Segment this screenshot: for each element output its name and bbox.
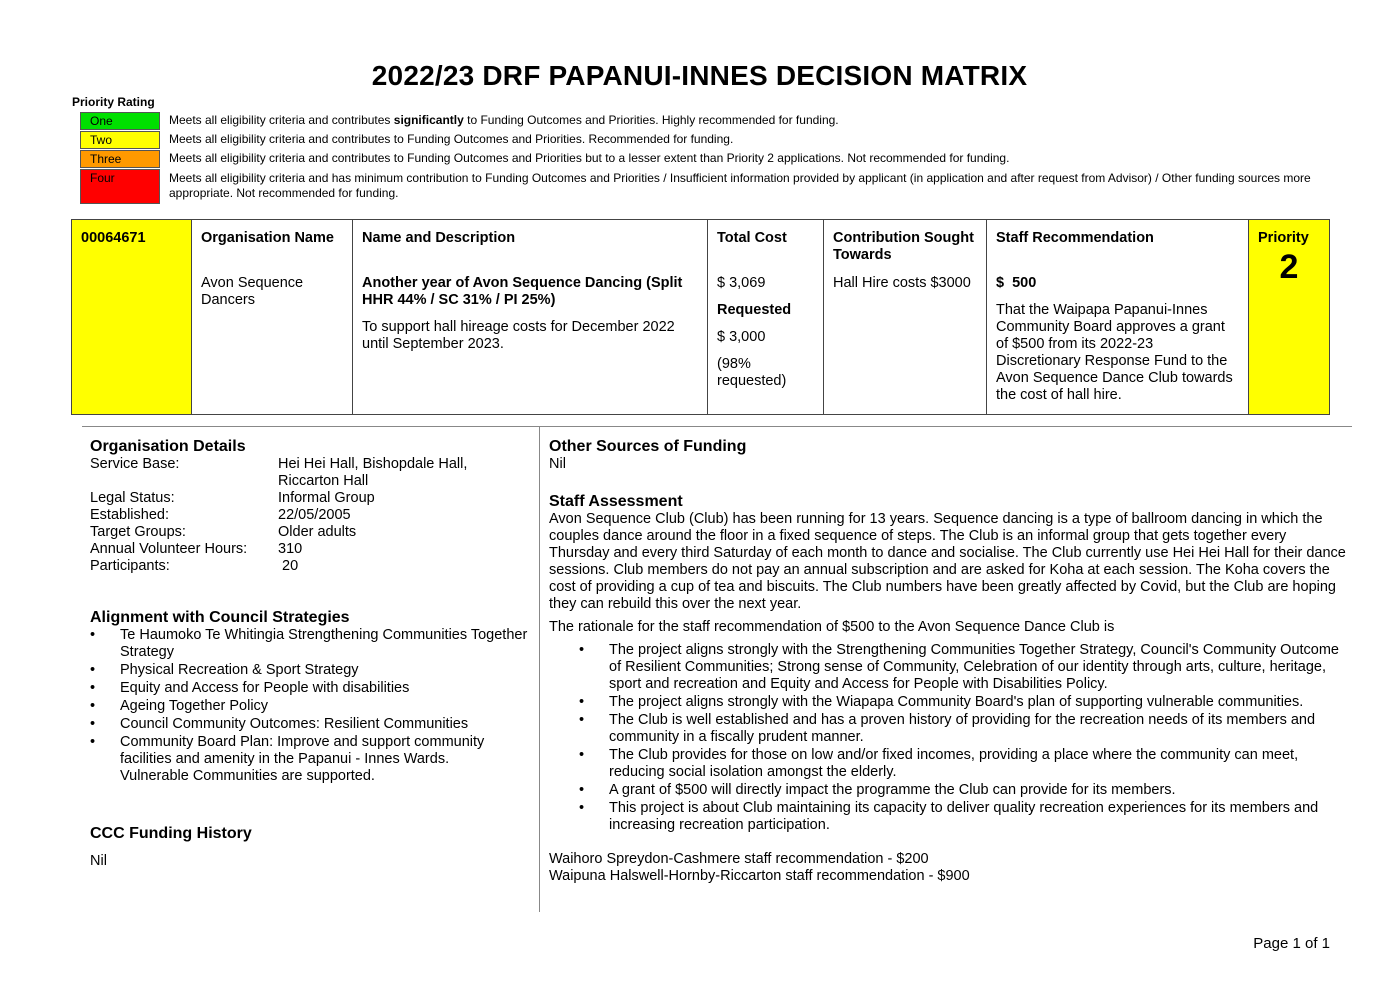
organisation-cell (192, 220, 353, 414)
requested-percentage: (98% requested) (717, 356, 787, 389)
list-item: • Community Board Plan: Improve and support community facilities and amenity in the Papanui - Innes Wards. Vulnerable Communities are supported. (90, 734, 500, 785)
list-item: • A grant of $500 will directly impact the programme the Club can provide for its members. (549, 782, 1349, 799)
page-number: Page 1 of 1 (1253, 935, 1330, 952)
priority-desc-two: Meets all eligibility criteria and contributes to Funding Outcomes and Priorities. Recommended for funding. (169, 132, 734, 146)
funding-history-heading: CCC Funding History (90, 825, 252, 842)
list-item: • The project aligns strongly with the Wiapapa Community Board's plan of supporting vulnerable communities. (549, 694, 1349, 711)
rationale-list (549, 642, 1349, 834)
priority-desc-text: to Funding Outcomes and Priorities. Highly recommended for funding. (463, 113, 839, 127)
org-detail-value: Hei Hei Hall, Bishopdale Hall, Riccarton Hall (278, 456, 468, 489)
cost-cell (708, 220, 824, 414)
priority-desc-three: Meets all eligibility criteria and contributes to Funding Outcomes and Priorities but to a lesser extent than Priority 2 applications. Not recommended for funding. (169, 151, 1010, 165)
org-detail-row (90, 541, 530, 558)
org-detail-row (90, 490, 530, 507)
list-item: • Equity and Access for People with disabilities (90, 680, 530, 697)
list-item: • Te Haumoko Te Whitingia Strengthening Communities Together Strategy (90, 627, 530, 661)
priority-swatch-four: Four (80, 169, 160, 204)
org-detail-value: 310 (278, 541, 303, 557)
other-sources-value: Nil (549, 456, 566, 472)
application-id-cell (72, 220, 192, 414)
project-name: Another year of Avon Sequence Dancing (Split HHR 44% / SC 31% / PI 25%) (362, 275, 683, 308)
list-item: • The Club provides for those on low and/or fixed incomes, providing a place where the community can meet, reducing social isolation amongst the elderly. (549, 747, 1349, 781)
priority-desc-text: Meets all eligibility criteria and contributes (169, 113, 394, 127)
priority-rating-label: Priority Rating (72, 95, 155, 109)
org-detail-row (90, 524, 530, 541)
other-board-recommendation: Waihoro Spreydon-Cashmere staff recommendation - $200 (549, 851, 929, 867)
section-divider-vertical (539, 427, 540, 912)
rationale-intro: The rationale for the staff recommendation of $500 to the Avon Sequence Dance Club is (549, 619, 1115, 635)
description-cell (353, 220, 708, 414)
description-header: Name and Description (362, 230, 516, 246)
right-column (549, 437, 1349, 885)
requested-label: Requested (717, 302, 792, 318)
project-description: To support hall hireage costs for December 2022 until September 2023. (362, 319, 675, 352)
org-detail-row (90, 456, 530, 490)
total-cost: $ 3,069 (717, 275, 766, 291)
org-detail-row (90, 507, 530, 524)
decision-table (71, 219, 1330, 415)
alignment-heading: Alignment with Council Strategies (90, 609, 350, 626)
org-detail-row (90, 558, 530, 575)
recommendation-text: That the Waipapa Papanui-Innes Community Board approves a grant of $500 from its 2022-23 Discretionary Response Fund to the Avon Sequence Dance Club towards the cost of hall hire. (996, 302, 1233, 403)
list-item: • Physical Recreation & Sport Strategy (90, 662, 530, 679)
priority-desc-bold: significantly (393, 113, 464, 127)
priority-header: Priority (1258, 230, 1309, 246)
other-sources-heading: Other Sources of Funding (549, 438, 747, 455)
org-detail-key: Annual Volunteer Hours: (90, 541, 248, 557)
recommendation-cell (987, 220, 1249, 414)
alignment-list (90, 627, 530, 785)
requested-amount: $ 3,000 (717, 329, 766, 345)
org-detail-value: 22/05/2005 (278, 507, 351, 523)
org-detail-value: Informal Group (278, 490, 375, 506)
org-detail-key: Established: (90, 507, 169, 523)
assessment-paragraph: Avon Sequence Club (Club) has been running for 13 years. Sequence dancing is a type of ballroom dancing in which the couples dance around the floor in a fixed sequence of steps. The Club is an informal group that gets together every Thursday and every third Saturday of each month to dance and socialise. The Club currently use Hei Hei Hall for their dance sessions. Club members do not pay an annual subscription and are asked for Koha at each session. The Koha covers the cost of providing a cup of tea and biscuits. The Club numbers have been greatly affected by Covid, but the Club are hoping they can rebuild this over the next year. (549, 511, 1346, 612)
application-id: 00064671 (81, 230, 146, 246)
list-item: • Council Community Outcomes: Resilient Communities (90, 716, 530, 733)
staff-assessment-heading: Staff Assessment (549, 493, 683, 510)
recommendation-header: Staff Recommendation (996, 230, 1154, 246)
organisation-name: Avon Sequence Dancers (201, 275, 304, 308)
priority-cell (1249, 220, 1329, 414)
org-detail-value: 20 (278, 558, 299, 574)
recommendation-amount: $ 500 (996, 275, 1037, 291)
priority-value: 2 (1279, 248, 1299, 286)
contribution-value: Hall Hire costs $3000 (833, 275, 971, 291)
priority-swatch-three: Three (80, 150, 160, 168)
section-divider-horizontal (82, 426, 1352, 427)
contribution-cell (824, 220, 987, 414)
org-detail-value: Older adults (278, 524, 357, 540)
org-detail-key: Target Groups: (90, 524, 186, 540)
org-detail-key: Service Base: (90, 456, 180, 472)
other-board-recommendation: Waipuna Halswell-Hornby-Riccarton staff recommendation - $900 (549, 868, 970, 884)
list-item: • This project is about Club maintaining its capacity to deliver quality recreation experiences for its members and increasing recreation participation. (549, 800, 1349, 834)
org-detail-key: Legal Status: (90, 490, 175, 506)
page-title: 2022/23 DRF PAPANUI-INNES DECISION MATRIX (371, 60, 1028, 91)
funding-history-value: Nil (90, 853, 107, 869)
left-column (90, 437, 530, 870)
list-item: • The project aligns strongly with the Strengthening Communities Together Strategy, Council's Community Outcome of Resilient Communities; Strong sense of Community, Celebration of our identity through arts, culture, heritage, sport and recreation and Equity and Access for People with Disabilities Policy. (549, 642, 1349, 693)
list-item: • The Club is well established and has a proven history of providing for the recreation needs of its members and community in a fiscally prudent manner. (549, 712, 1349, 746)
priority-desc-four: Meets all eligibility criteria and has minimum contribution to Funding Outcomes and Priorities / Insufficient information provided by applicant (in application and after request from Advisor) / Other funding sources more appropriate. Not recommended for funding. (169, 171, 1311, 200)
organisation-header: Organisation Name (201, 230, 334, 246)
cost-header: Total Cost (717, 230, 787, 246)
contribution-header: Contribution Sought Towards (833, 230, 974, 263)
org-detail-key: Participants: (90, 558, 170, 574)
org-details-heading: Organisation Details (90, 438, 246, 455)
priority-desc-one (169, 113, 1319, 128)
priority-swatch-two: Two (80, 131, 160, 149)
priority-swatch-one: One (80, 112, 160, 130)
list-item: • Ageing Together Policy (90, 698, 530, 715)
